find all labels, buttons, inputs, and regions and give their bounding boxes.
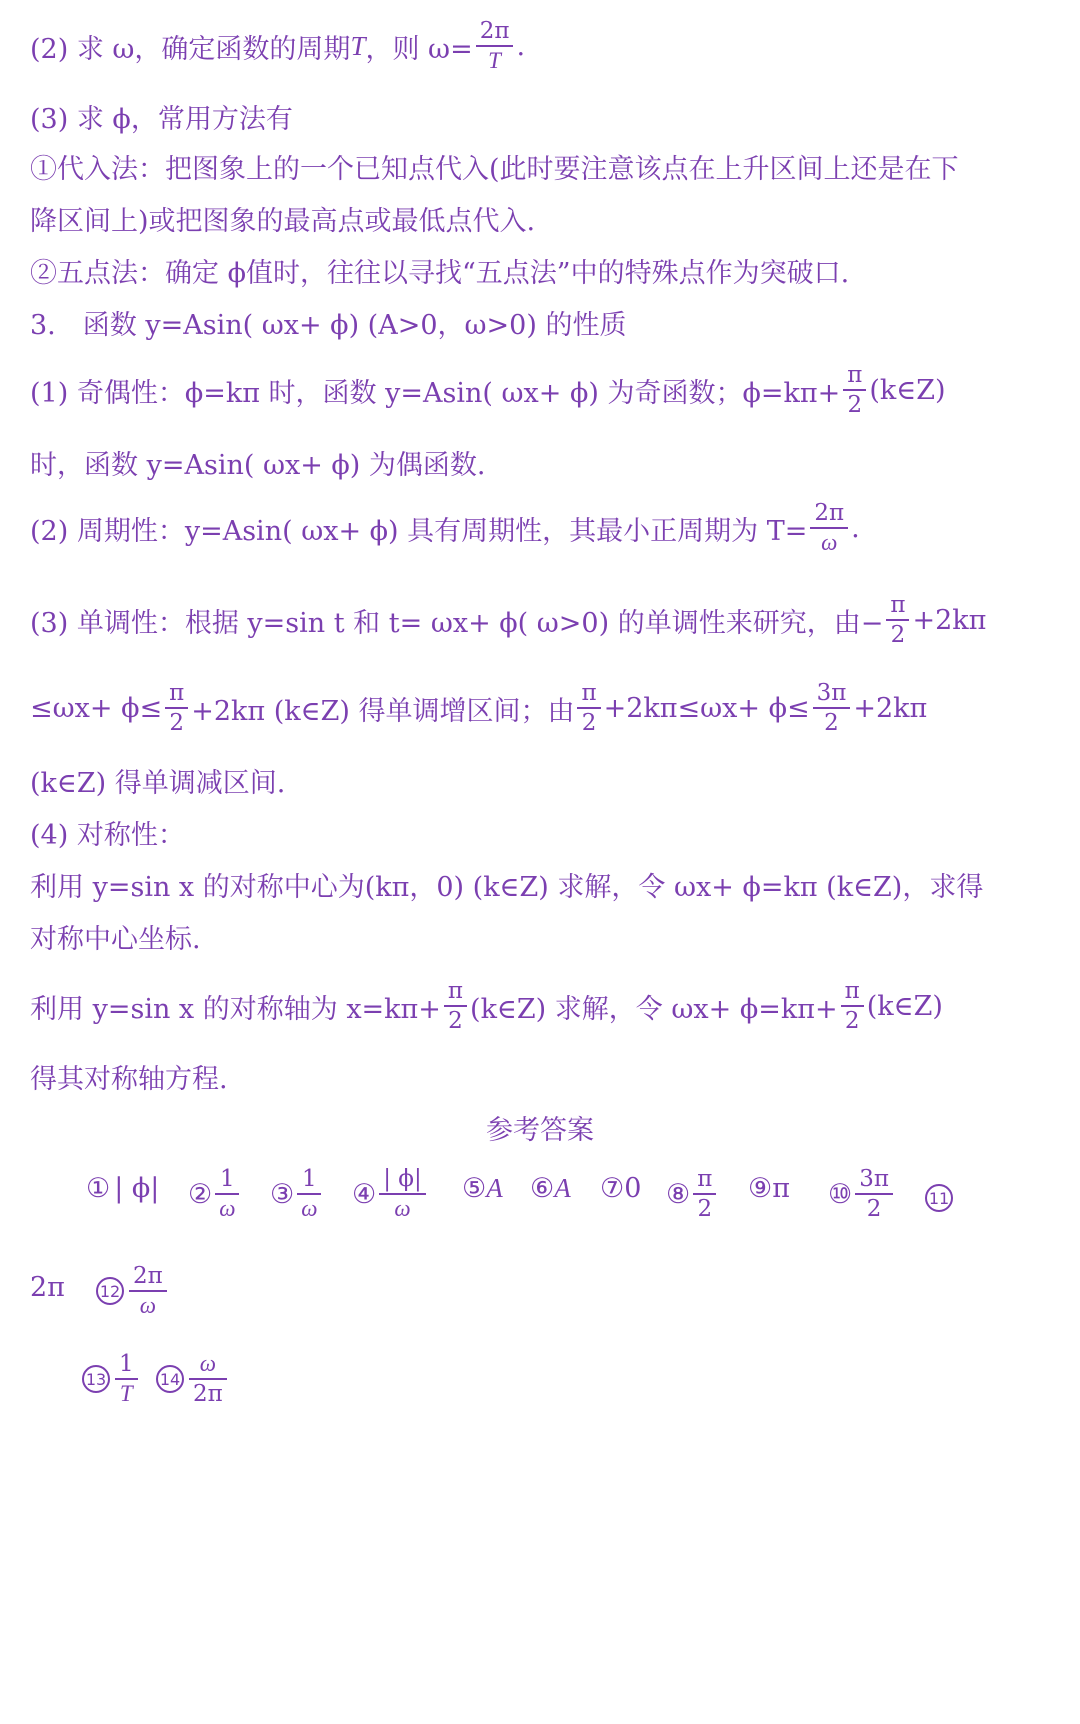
- answer-12: 12 $\frac{2\pi}{\omega}$: [96, 1262, 170, 1320]
- fraction: $\frac{3\pi}{2}$: [813, 679, 851, 737]
- fraction: $\frac{\pi}{2}$: [886, 591, 909, 649]
- line-symmetry-center-1: 利用 y=sin x 的对称中心为(kπ，0) (k∈Z) 求解，令 ωx+ ϕ=kπ (k∈Z)，求得: [30, 871, 984, 903]
- answer-11-value: 2π: [30, 1272, 65, 1303]
- answer-13: 13 $\frac{1}{T}$: [82, 1350, 141, 1408]
- answer-8: ⑧ $\frac{\pi}{2}$: [666, 1165, 719, 1223]
- section-heading-3: 3. 函数 y=Asin( ωx+ ϕ) (A>0，ω>0) 的性质: [30, 309, 627, 341]
- answer-3: ③ $\frac{1}{\omega}$: [270, 1165, 324, 1223]
- answer-5: ⑤ A: [462, 1173, 503, 1204]
- fraction: $\frac{\pi}{2}$: [577, 679, 600, 737]
- answer-11-marker: 11: [925, 1184, 955, 1212]
- fraction: $\frac{\pi}{2}$: [444, 977, 467, 1035]
- text: .: [516, 30, 526, 62]
- answer-14: 14 $\frac{\omega}{2\pi}$: [156, 1350, 230, 1408]
- line-monotonic-intervals: ≤ωx+ ϕ≤ $\frac{\pi}{2}$ +2kπ (k∈Z) 得单调增区间；由 $\frac{\pi}{2}$ +2kπ≤ωx+ ϕ≤ $\frac{3\pi}{2}$ +2kπ: [30, 680, 928, 736]
- answers-title: 参考答案: [486, 1115, 594, 1146]
- fraction: $\frac{\pi}{2}$: [165, 679, 188, 737]
- line-decreasing: (k∈Z) 得单调减区间.: [30, 767, 286, 799]
- answer-9: ⑨ π: [748, 1173, 790, 1204]
- line-periodicity: (2) 周期性：y=Asin( ωx+ ϕ) 具有周期性，其最小正周期为 T= $\frac{2\pi}{\omega}$ .: [30, 500, 860, 555]
- answer-7: ⑦ 0: [600, 1173, 642, 1204]
- answer-6: ⑥ A: [530, 1173, 571, 1204]
- line-substitution-2: 降区间上)或把图象的最高点或最低点代入.: [30, 205, 536, 237]
- answer-10: ⑩ $\frac{3\pi}{2}$: [828, 1165, 896, 1223]
- fraction: $\frac{\pi}{2}$: [841, 977, 864, 1035]
- answer-2: ② $\frac{1}{\omega}$: [188, 1165, 242, 1223]
- answer-4: ④ $\frac{| \phi|}{\omega}$: [352, 1165, 429, 1223]
- fraction: $\frac{2\pi}{T}$: [476, 17, 514, 75]
- line-substitution-1: ①代入法：把图象上的一个已知点代入(此时要注意该点在上升区间上还是在下: [30, 153, 959, 185]
- line-parity-even: 时，函数 y=Asin( ωx+ ϕ) 为偶函数.: [30, 449, 486, 481]
- line-symmetry-heading: (4) 对称性：: [30, 819, 185, 851]
- text: T: [350, 30, 366, 61]
- line-find-omega: [30, 16, 525, 76]
- fraction: $\frac{\pi}{2}$: [843, 361, 866, 419]
- line-five-point: ②五点法：确定 ϕ值时，往往以寻找“五点法”中的特殊点作为突破口.: [30, 257, 850, 289]
- text: (2) 求 ω，确定函数的周期: [30, 33, 351, 65]
- line-parity: (1) 奇偶性：ϕ=kπ 时，函数 y=Asin( ωx+ ϕ) 为奇函数；ϕ=kπ+ $\frac{\pi}{2}$ (k∈Z): [30, 362, 946, 418]
- line-find-phi: (3) 求 ϕ，常用方法有: [30, 103, 293, 135]
- line-monotonicity: (3) 单调性：根据 y=sin t 和 t= ωx+ ϕ( ω>0) 的单调性来研究，由− $\frac{\pi}{2}$ +2kπ: [30, 592, 987, 648]
- fraction: $\frac{2\pi}{\omega}$: [810, 499, 848, 557]
- answer-1: ① | ϕ|: [86, 1173, 160, 1204]
- line-symmetry-axis-2: 得其对称轴方程.: [30, 1063, 228, 1095]
- line-symmetry-axis: 利用 y=sin x 的对称轴为 x=kπ+ $\frac{\pi}{2}$ (k∈Z) 求解，令 ωx+ ϕ=kπ+ $\frac{\pi}{2}$ (k∈Z): [30, 978, 943, 1034]
- text: ，则 ω=: [365, 33, 473, 65]
- line-symmetry-center-2: 对称中心坐标.: [30, 923, 201, 955]
